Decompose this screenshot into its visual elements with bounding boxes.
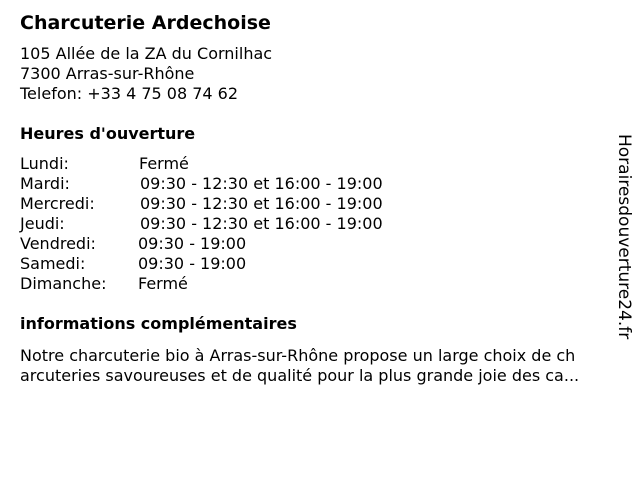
day-label: Vendredi: [20, 234, 96, 253]
day-label: Jeudi: [20, 214, 65, 233]
hours-heading: Heures d'ouverture [20, 124, 196, 143]
day-hours: Fermé [139, 154, 189, 173]
address-street: 105 Allée de la ZA du Cornilhac [20, 44, 273, 63]
day-hours: Fermé [138, 274, 188, 293]
business-name: Charcuterie Ardechoise [20, 12, 271, 34]
description [20, 346, 579, 386]
address-city: 7300 Arras-sur-Rhône [20, 64, 195, 83]
day-label: Mardi: [20, 174, 70, 193]
hours-row-thursday [20, 214, 440, 234]
hours-row-sunday [20, 274, 440, 294]
day-label: Samedi: [20, 254, 86, 273]
hours-row-monday [20, 154, 440, 174]
hours-row-wednesday [20, 194, 440, 214]
site-watermark: Horairesdouverture24.fr [614, 134, 634, 340]
day-hours: 09:30 - 12:30 et 16:00 - 19:00 [140, 174, 383, 193]
day-hours: 09:30 - 19:00 [138, 234, 247, 253]
description-line: Notre charcuterie bio à Arras-sur-Rhône propose un large choix de ch [20, 346, 576, 365]
day-hours: 09:30 - 12:30 et 16:00 - 19:00 [140, 194, 383, 213]
day-label: Dimanche: [20, 274, 107, 293]
hours-row-friday [20, 234, 440, 254]
description-line: arcuteries savoureuses et de qualité pour la plus grande joie des ca... [20, 366, 580, 385]
hours-row-saturday [20, 254, 440, 274]
hours-table [20, 154, 440, 294]
day-label: Lundi: [20, 154, 69, 173]
day-hours: 09:30 - 12:30 et 16:00 - 19:00 [140, 214, 383, 233]
phone-number: Telefon: +33 4 75 08 74 62 [20, 84, 239, 103]
info-heading: informations complémentaires [20, 314, 297, 333]
address-block [20, 44, 272, 104]
day-hours: 09:30 - 19:00 [138, 254, 247, 273]
hours-row-tuesday [20, 174, 440, 194]
day-label: Mercredi: [20, 194, 95, 213]
